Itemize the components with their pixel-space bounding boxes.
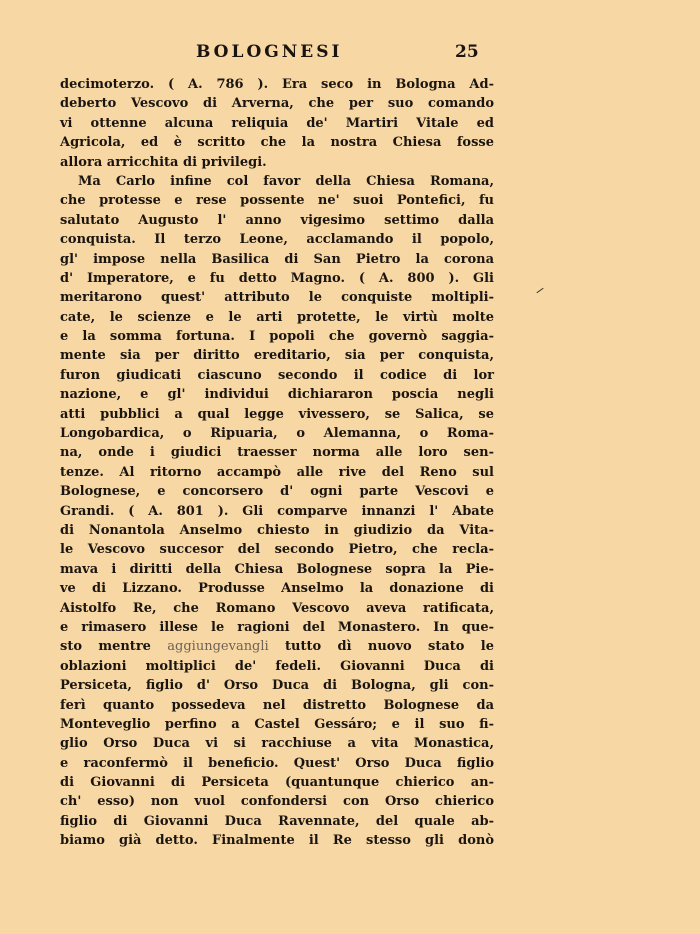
text-line: e rimasero illese le ragioni del Monastero. In que- [60, 619, 494, 635]
text-line: e raconfermò il beneficio. Quest' Orso Duca figlio [60, 755, 494, 771]
faded-word: aggiungevangli [167, 639, 269, 655]
text-segment: tutto dì nuovo stato le [268, 639, 494, 655]
text-line: d' Imperatore, e fu detto Magno. ( A. 800 ). Gli [60, 270, 494, 286]
text-line: Agricola, ed è scritto che la nostra Chiesa fosse [60, 135, 494, 151]
text-line: tenze. Al ritorno accampò alle rive del Reno sul [60, 464, 494, 480]
text-line: gl' impose nella Basilica di San Pietro la corona [60, 251, 494, 267]
text-line: Persiceta, figlio d' Orso Duca di Bologna, gli con- [60, 678, 494, 694]
text-line: e la somma fortuna. I popoli che governò saggia- [60, 329, 494, 345]
text-line: allora arricchita di privilegi. [60, 154, 267, 170]
text-line: ferì quanto possedeva nel distretto Bolognese da [60, 697, 494, 713]
text-line: deberto Vescovo di Arverna, che per suo comando [60, 96, 494, 112]
text-line: conquista. Il terzo Leone, acclamando il popolo, [60, 232, 494, 248]
text-line: Bolognese, e concorsero d' ogni parte Vescovi e [60, 484, 494, 500]
text-line: ve di Lizzano. Produsse Anselmo la donazione di [60, 581, 494, 597]
text-line: mente sia per diritto ereditario, sia per conquista, [60, 348, 494, 364]
text-line: Aistolfo Re, che Romano Vescovo aveva ratificata, [60, 600, 494, 616]
text-line: figlio di Giovanni Duca Ravennate, del quale ab- [60, 813, 494, 829]
text-line: Ma Carlo infine col favor della Chiesa Romana, [78, 173, 494, 189]
text-line: Longobardica, o Ripuaria, o Alemanna, o Roma- [60, 426, 494, 442]
text-line: meritarono quest' attributo le conquiste moltipli- [60, 290, 494, 306]
text-line: che protesse e rese possente ne' suoi Pontefici, fu [60, 193, 494, 209]
page-header [0, 42, 700, 66]
text-line-mixed [60, 637, 494, 656]
text-line: vi ottenne alcuna reliquia de' Martiri Vitale ed [60, 115, 494, 131]
text-line: le Vescovo succesor del secondo Pietro, che recla- [60, 542, 494, 558]
text-segment: sto mentre [60, 639, 168, 655]
text-line: nazione, e gl' individui dichiararon poscia negli [60, 387, 494, 403]
text-line: biamo già detto. Finalmente il Re stesso gli donò [60, 833, 494, 849]
text-line: mava i diritti della Chiesa Bolognese sopra la Pie- [60, 561, 494, 577]
page-number: 25 [455, 42, 479, 62]
text-line: di Nonantola Anselmo chiesto in giudizio da Vita- [60, 522, 494, 538]
running-head: BOLOGNESI [196, 42, 343, 62]
text-line: atti pubblici a qual legge vivessero, se Salica, se [60, 406, 494, 422]
text-line: oblazioni moltiplici de' fedeli. Giovanni Duca di [60, 658, 494, 674]
text-line: di Giovanni di Persiceta (quantunque chierico an- [60, 775, 494, 791]
text-line: cate, le scienze e le arti protette, le virtù molte [60, 309, 494, 325]
text-line: furon giudicati ciascuno secondo il codice di lor [60, 367, 494, 383]
text-line: Monteveglio perfino a Castel Gessáro; e il suo fi- [60, 716, 494, 732]
text-line: salutato Augusto l' anno vigesimo settimo dalla [60, 212, 494, 228]
text-line: ch' esso) non vuol confondersi con Orso chierico [60, 794, 494, 810]
text-line: Grandi. ( A. 801 ). Gli comparve innanzi l' Abate [60, 503, 494, 519]
text-line: na, onde i giudici traesser norma alle loro sen- [60, 445, 494, 461]
margin-mark [536, 288, 543, 293]
body-text [60, 75, 494, 851]
text-line: decimoterzo. ( A. 786 ). Era seco in Bologna Ad- [60, 77, 494, 92]
text-line: glio Orso Duca vi si racchiuse a vita Monastica, [60, 736, 494, 752]
